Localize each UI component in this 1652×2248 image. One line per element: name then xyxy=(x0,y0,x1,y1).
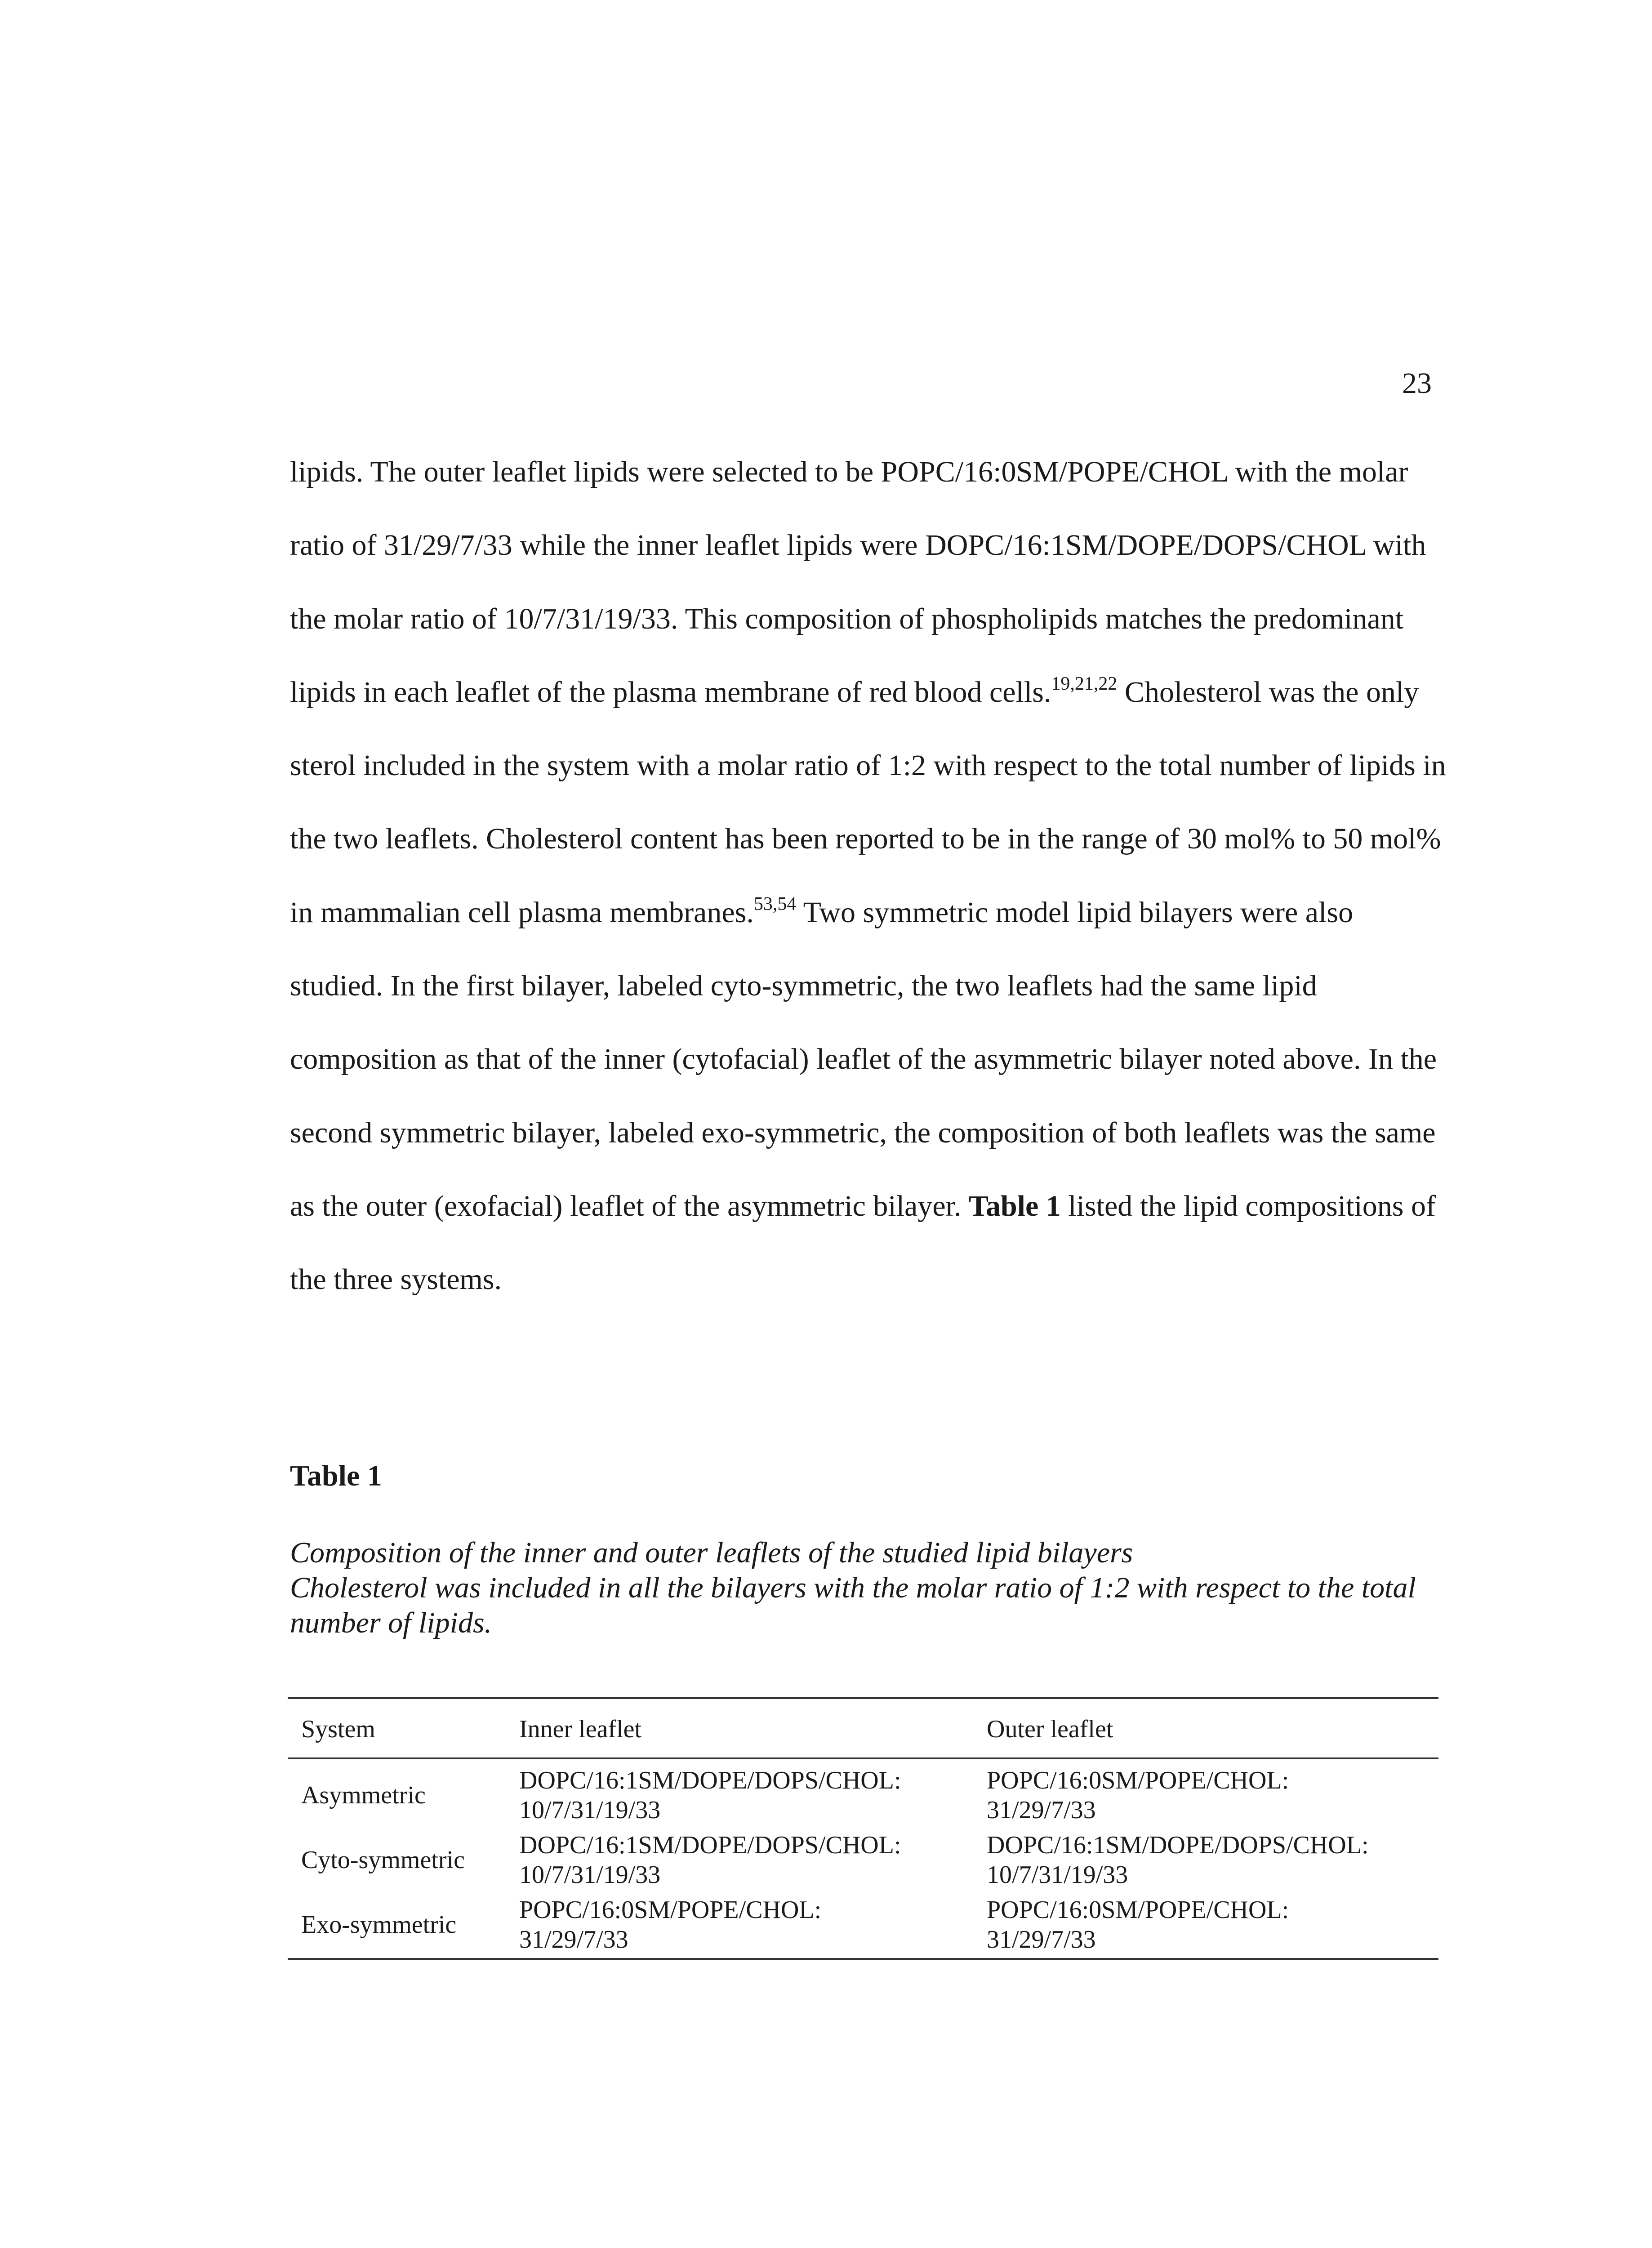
inner-leaflet-cell xyxy=(506,1758,973,1828)
table-header-row xyxy=(288,1698,1438,1758)
composition-lipids: POPC/16:0SM/POPE/CHOL: xyxy=(987,1766,1289,1794)
system-cell: Asymmetric xyxy=(301,1781,426,1809)
column-header-system: System xyxy=(288,1698,506,1758)
outer-leaflet-cell xyxy=(973,1892,1438,1959)
composition-lipids: POPC/16:0SM/POPE/CHOL: xyxy=(987,1896,1289,1924)
table-caption xyxy=(290,1535,1450,1641)
body-text-part-4: listed the lipid compositions of the three systems. xyxy=(290,1189,1436,1296)
composition-lipids: DOPC/16:1SM/DOPE/DOPS/CHOL: xyxy=(519,1766,901,1794)
page-number: 23 xyxy=(1402,367,1432,400)
body-text-part-1: lipids. The outer leaflet lipids were selected to be POPC/16:0SM/POPE/CHOL with the molar ratio of 31/29/7/33 while the inner leaflet lipids were DOPC/16:1SM/DOPE/DOPS/CHOL with the molar ratio of 10/7/31/19/33. This composition of phospholipids matches the predominant lipids in each leaflet of the plasma membrane of red blood cells. xyxy=(290,455,1426,709)
composition-ratio: 31/29/7/33 xyxy=(987,1796,1096,1824)
table-caption-title: Composition of the inner and outer leaflets of the studied lipid bilayers xyxy=(290,1536,1133,1569)
outer-leaflet-cell xyxy=(973,1828,1438,1892)
composition-ratio: 10/7/31/19/33 xyxy=(987,1861,1128,1889)
body-paragraph xyxy=(290,435,1450,1316)
column-header-outer-leaflet: Outer leaflet xyxy=(973,1698,1438,1758)
composition-table xyxy=(288,1697,1438,1960)
composition-ratio: 31/29/7/33 xyxy=(519,1926,628,1954)
citation-superscript: 19,21,22 xyxy=(1051,673,1118,694)
table-reference: Table 1 xyxy=(968,1189,1061,1222)
composition-lipids: DOPC/16:1SM/DOPE/DOPS/CHOL: xyxy=(519,1831,901,1859)
composition-ratio: 10/7/31/19/33 xyxy=(519,1796,661,1824)
inner-leaflet-cell xyxy=(506,1828,973,1892)
table-row xyxy=(288,1758,1438,1828)
composition-lipids: POPC/16:0SM/POPE/CHOL: xyxy=(519,1896,822,1924)
body-text-part-2: Cholesterol was the only sterol included in the system with a molar ratio of 1:2 with respect to the total number of lipids in the two leaflets. Cholesterol content has been reported to be in the range of 30 mol% to 50 mol% in mammalian cell plasma membranes. xyxy=(290,675,1446,929)
table-row xyxy=(288,1892,1438,1959)
citation-superscript: 53,54 xyxy=(753,893,797,914)
table-row xyxy=(288,1828,1438,1892)
table-heading: Table 1 xyxy=(290,1459,382,1492)
composition-ratio: 31/29/7/33 xyxy=(987,1926,1096,1954)
composition-ratio: 10/7/31/19/33 xyxy=(519,1861,661,1889)
system-cell: Exo-symmetric xyxy=(288,1892,506,1959)
system-cell: Cyto-symmetric xyxy=(301,1846,465,1874)
inner-leaflet-cell xyxy=(506,1892,973,1959)
table-caption-note: Cholesterol was included in all the bilayers with the molar ratio of 1:2 with respect to the total number of lipids. xyxy=(290,1571,1416,1639)
outer-leaflet-cell xyxy=(973,1758,1438,1828)
body-text-part-3: Two symmetric model lipid bilayers were also studied. In the first bilayer, labeled cyto-symmetric, the two leaflets had the same lipid composition as that of the inner (cytofacial) leaflet of the asymmetric bilayer noted above. In the second symmetric bilayer, labeled exo-symmetric, the composition of both leaflets was the same as the outer (exofacial) leaflet of the asymmetric bilayer. xyxy=(290,896,1437,1222)
column-header-inner-leaflet: Inner leaflet xyxy=(506,1698,973,1758)
composition-lipids: DOPC/16:1SM/DOPE/DOPS/CHOL: xyxy=(987,1831,1369,1859)
